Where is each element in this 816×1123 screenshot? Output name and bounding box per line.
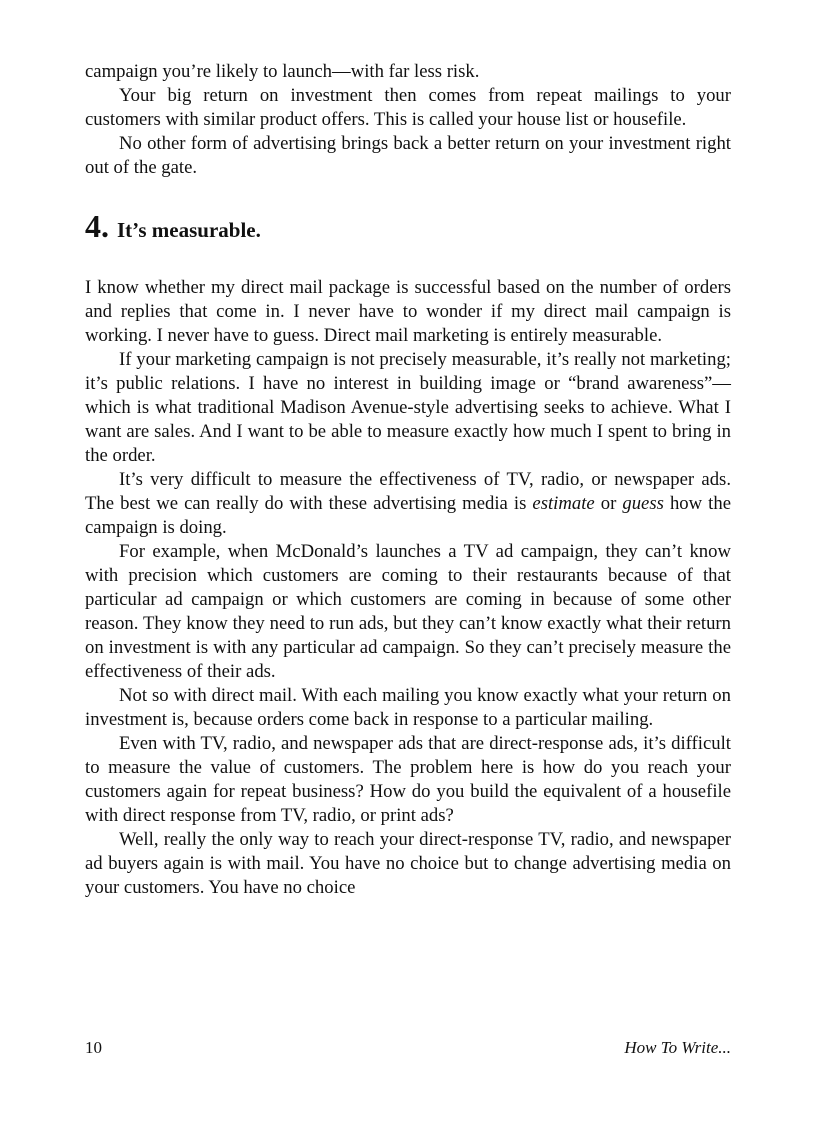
- body-paragraph-4: For example, when McDonald’s launches a TV ad campaign, they can’t know with precision which customers are coming to their restaurants because of that particular ad campaign or which customers are coming in because of some other reason. They know they need to run ads, but they can’t know exactly what their return on investment is with any particular ad campaign. So they can’t precisely measure the effectiveness of their ads.: [85, 541, 731, 682]
- intro-paragraph-3: No other form of advertising brings back a better return on your investment right out of the gate.: [85, 133, 731, 178]
- body-paragraph-1: I know whether my direct mail package is successful based on the number of orders and replies that come in. I never have to wonder if my direct mail campaign is working. I never have to guess. Direct mail marketing is entirely measurable.: [85, 277, 731, 346]
- section-title: It’s measurable.: [117, 218, 261, 242]
- intro-paragraph-2: Your big return on investment then comes from repeat mailings to your customers with similar product offers. This is called your house list or housefile.: [85, 85, 731, 130]
- page-body: [85, 60, 731, 900]
- body-paragraph-3-end: how the campaign is doing.: [85, 493, 731, 538]
- body-paragraph-5: Not so with direct mail. With each mailing you know exactly what your return on investment is, because orders come back in response to a particular mailing.: [85, 685, 731, 730]
- emphasis-estimate: estimate: [532, 493, 595, 514]
- intro-paragraph-1: campaign you’re likely to launch—with far less risk.: [85, 61, 480, 82]
- body-paragraph-3-mid: or: [594, 493, 623, 514]
- body-paragraph-6: Even with TV, radio, and newspaper ads that are direct-response ads, it’s difficult to measure the value of customers. The problem here is how do you reach your customers again for repeat business? How do you build the equivalent of a housefile with direct response from TV, radio, or print ads?: [85, 733, 731, 826]
- body-paragraph-2: If your marketing campaign is not precisely measurable, it’s really not marketing; it’s public relations. I have no interest in building image or “brand awareness”—which is what traditional Madison Avenue-style advertising seeks to achieve. What I want are sales. And I want to be able to measure exactly how much I spent to bring in the order.: [85, 349, 731, 466]
- running-title: How To Write...: [624, 1038, 731, 1057]
- body-paragraph-3-start: It’s very difficult to measure the effectiveness of TV, radio, or newspaper ads. The best we can really do with these advertising media is: [85, 469, 731, 514]
- section-heading: [85, 208, 731, 250]
- body-paragraph-3: [85, 468, 731, 540]
- body-paragraph-7: Well, really the only way to reach your direct-response TV, radio, and newspaper ad buyers again is with mail. You have no choice but to change advertising media on your customers. You have no choice: [85, 829, 731, 898]
- emphasis-guess: guess: [622, 493, 664, 514]
- page-number: 10: [85, 1038, 102, 1057]
- section-number: 4.: [85, 208, 109, 244]
